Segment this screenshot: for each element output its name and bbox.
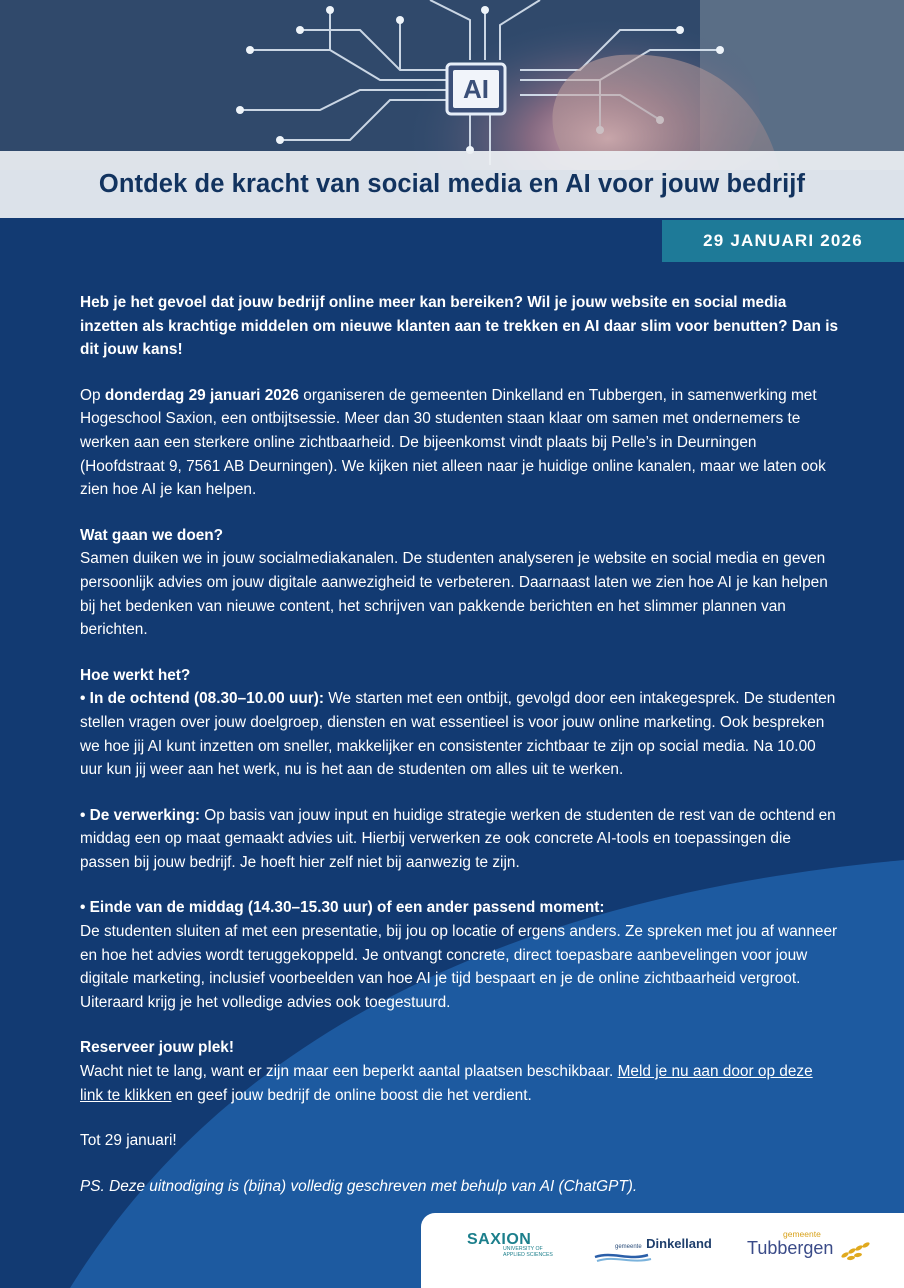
section-reserve-heading: Reserveer jouw plek! [80, 1039, 234, 1057]
date-badge: 29 JANUARI 2026 [662, 220, 904, 262]
bullet-afternoon-label: • Einde van de middag (14.30–15.30 uur) of een ander passend moment: [80, 899, 605, 917]
event-paragraph-rest: organiseren de gemeenten Dinkelland en Tubbergen, in samenwerking met Hogeschool Saxion, een ontbijtsessie. Meer dan 30 studenten staan klaar om samen met ondernemers te werken aan een sterkere online zichtbaarheid. De bijeenkomst vindt plaats bij Pelle’s in Deurningen (Hoofdstraat 9, 7561 AB Deurningen). We kijken niet alleen naar je huidige online kanalen, maar we laten ook zien hoe AI je kan helpen. [80, 386, 826, 499]
bullet-processing [80, 804, 840, 875]
bullet-afternoon [80, 896, 840, 1014]
ps-note: PS. Deze uitnodiging is (bijna) volledig geschreven met behulp van AI (ChatGPT). [80, 1177, 638, 1195]
ai-badge-label: AI [463, 73, 489, 104]
bullet-processing-label: • De verwerking: [80, 806, 201, 824]
closing-line: Tot 29 januari! [80, 1132, 177, 1150]
tubbergen-name: Tubbergen [747, 1238, 834, 1258]
event-date: donderdag 29 januari 2026 [104, 386, 299, 404]
section-how-heading: Hoe werkt het? [80, 666, 191, 684]
event-paragraph-pre: Op [80, 386, 105, 404]
event-paragraph [80, 384, 840, 502]
intro-paragraph: Heb je het gevoel dat jouw bedrijf online meer kan bereiken? Wil je jouw website en social media inzetten als krachtige middelen om nieuwe klanten aan te trekken en AI daar slim voor benutten? Dan is dit jouw kans! [80, 294, 839, 359]
saxion-wordmark: SAXION [467, 1231, 532, 1248]
footer-logos [421, 1213, 904, 1288]
section-how [80, 664, 840, 782]
wheat-icon [837, 1239, 877, 1263]
section-what [80, 524, 840, 642]
section-reserve [80, 1036, 840, 1107]
bullet-processing-text: Op basis van jouw input en huidige strategie werken de studenten de rest van de ochtend en middag een op maat gemaakt advies uit. Hierbij verwerken ze ook concrete AI-tools en toepassingen die passen bij jouw bedrijf. Je hoeft hier zelf niet bij aanwezig te zijn. [80, 806, 836, 871]
title-band [0, 151, 904, 218]
section-reserve-pre: Wacht niet te lang, want er zijn maar een beperkt aantal plaatsen beschikbaar. [80, 1063, 618, 1081]
bullet-afternoon-text: De studenten sluiten af met een presentatie, bij jou op locatie of ergens anders. Ze spreken met jou af wanneer en hoe het advies wordt teruggekoppeld. Je ontvangt concrete, direct toepasbare aanbevelingen voor jouw digitale marketing, inclusief voorbeelden van hoe AI je tijd bespaart en je de online zichtbaarheid vergroot. Uiteraard krijg je het volledige advies ook toegestuurd. [80, 923, 838, 1011]
section-what-heading: Wat gaan we doen? [80, 526, 224, 544]
section-what-text: Samen duiken we in jouw socialmediakanalen. De studenten analyseren je website en social media en geven persoonlijk advies om jouw digitale aanwezigheid te verbeteren. Daarnaast laten we zien hoe AI je kan helpen bij het bedenken van nieuwe content, het schrijven van pakkende berichten en het slimmer plannen van berichten. [80, 550, 828, 639]
hero-image [0, 0, 904, 170]
dinkelland-prefix: gemeente [615, 1244, 642, 1250]
main-content [80, 291, 840, 1220]
section-reserve-post: en geef jouw bedrijf de online boost die het verdient. [171, 1086, 532, 1104]
bullet-morning-label: • In de ochtend (08.30–10.00 uur): [80, 690, 325, 708]
saxion-subtitle: UNIVERSITY OF APPLIED SCIENCES [503, 1246, 553, 1258]
bullet-morning-text: We starten met een ontbijt, gevolgd door een intakegesprek. De studenten stellen vragen over jouw doelgroep, diensten en wat essentieel is voor jouw online marketing. Ook bespreken we hoe jij AI kunt inzetten om sneller, makkelijker en consistenter zichtbaar te zijn op social media. Na 10.00 uur kun jij weer aan het werk, nu is het aan de studenten om alles uit te werken. [80, 690, 836, 779]
register-link[interactable]: Meld je nu aan door op deze link te klikken [80, 1063, 813, 1104]
dinkelland-name: Dinkelland [646, 1236, 712, 1251]
page-title: Ontdek de kracht van social media en AI voor jouw bedrijf [98, 170, 806, 198]
saxion-logo [467, 1231, 553, 1258]
ai-circuit-illustration [0, 0, 904, 170]
tubbergen-prefix: gemeente [783, 1229, 821, 1239]
